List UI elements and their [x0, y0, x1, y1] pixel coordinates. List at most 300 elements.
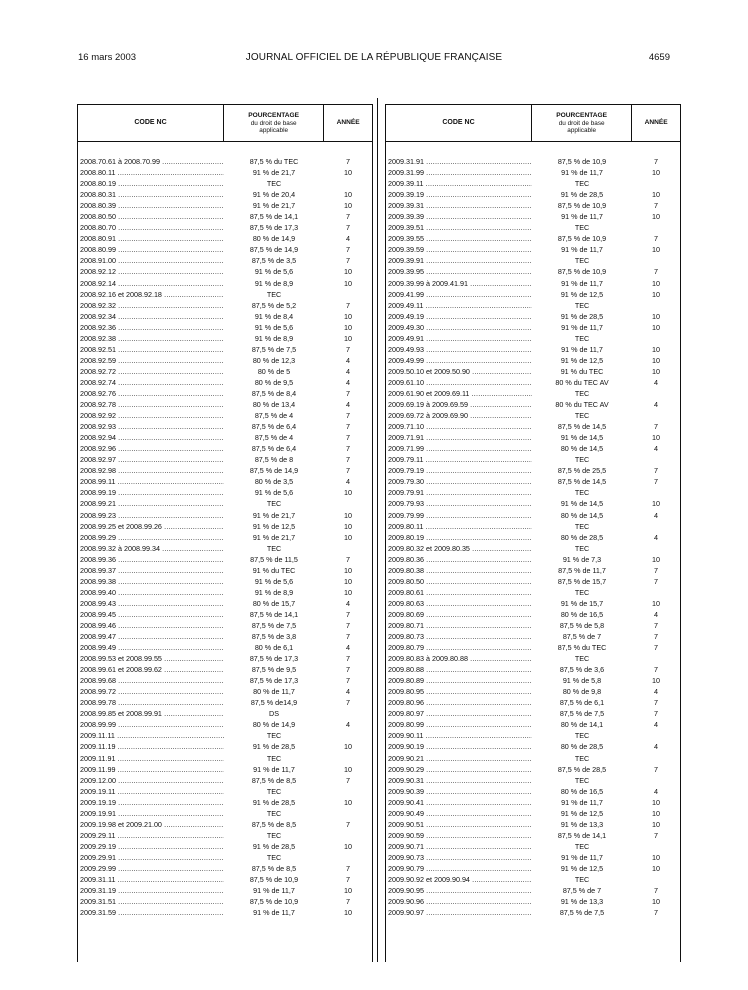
code-cell: 2009.80.71 .....: [386, 620, 532, 631]
year-cell: 7: [654, 267, 658, 277]
year-cell: [324, 708, 372, 719]
code-cell: 2009.80.89 .....: [386, 675, 532, 686]
pct-cell: 80 % de 16,5: [560, 609, 604, 619]
pct-cell: 87,5 % de 8: [254, 455, 294, 465]
code-cell: 2009.80.19 .....: [386, 532, 532, 543]
code-cell: 2009.41.99 .....: [386, 289, 532, 300]
year-cell: 10: [344, 886, 352, 896]
code-cell: 2009.90.71 .....: [386, 841, 532, 852]
year-cell: 10: [344, 841, 352, 851]
year-cell: 10: [652, 355, 660, 365]
table-row: [386, 432, 680, 443]
pct-cell: 80 % de 14,5: [560, 510, 604, 520]
table-row: [78, 797, 372, 808]
year-cell: [632, 874, 680, 885]
table-row: [386, 388, 680, 399]
year-cell: 7: [346, 433, 350, 443]
code-cell: 2009.71.10 .....: [386, 421, 532, 432]
table-row: [78, 675, 372, 686]
header-date: 16 mars 2003: [78, 52, 137, 63]
year-cell: 7: [346, 223, 350, 233]
code-cell: 2008.92.74 .....: [78, 377, 224, 388]
table-row: [78, 686, 372, 697]
year-cell: 10: [652, 554, 660, 564]
code-cell: 2008.80.99 .....: [78, 244, 224, 255]
year-cell: [632, 653, 680, 664]
pct-cell: 91 % de 8,9: [254, 587, 294, 597]
table-row: [386, 178, 680, 189]
code-cell: 2008.99.61 et 2008.99.62 .....: [78, 664, 224, 675]
year-cell: [632, 487, 680, 498]
header-pct-main: POURCENTAGE: [556, 112, 608, 120]
code-cell: 2008.99.99 .....: [78, 719, 224, 730]
table-row: [78, 565, 372, 576]
code-cell: 2008.92.93 .....: [78, 421, 224, 432]
pct-cell: 87,5 % de 4: [254, 433, 294, 443]
year-cell: 7: [346, 698, 350, 708]
header-annee: ANNÉE: [644, 119, 668, 127]
table-row: [78, 653, 372, 664]
pct-cell: 91 % de 21,7: [252, 201, 296, 211]
year-cell: 7: [346, 300, 350, 310]
code-cell: 2008.99.19 .....: [78, 487, 224, 498]
pct-cell: 91 % de 28,5: [252, 742, 296, 752]
pct-cell: 87,5 % de 25,5: [557, 466, 607, 476]
pct-cell: 91 % de 11,7: [561, 212, 603, 222]
code-cell: 2009.49.99 .....: [386, 355, 532, 366]
table-row: [386, 896, 680, 907]
year-cell: [632, 300, 680, 311]
pct-cell: 87,5 % de 7,5: [251, 344, 297, 354]
header-pct-main: POURCENTAGE: [248, 112, 300, 120]
year-cell: 10: [344, 532, 352, 542]
year-cell: 7: [346, 864, 350, 873]
pct-cell: 80 % de 5: [257, 366, 291, 376]
table-row: [386, 741, 680, 752]
table-row: [386, 322, 680, 333]
table-row: [78, 432, 372, 443]
code-cell: 2009.90.29 .....: [386, 764, 532, 775]
year-cell: 7: [654, 576, 658, 586]
pct-cell: TEC: [266, 786, 282, 796]
pct-cell: 87,5 % de 14,5: [557, 422, 607, 432]
table-row: [78, 598, 372, 609]
year-cell: 7: [346, 344, 350, 354]
year-cell: [324, 830, 372, 841]
code-cell: 2009.80.11 .....: [386, 521, 532, 532]
code-cell: 2009.31.51 .....: [78, 896, 224, 907]
table-row: [386, 366, 680, 377]
code-cell: 2009.39.55 .....: [386, 233, 532, 244]
code-cell: 2009.80.38 .....: [386, 565, 532, 576]
year-cell: 10: [344, 267, 352, 277]
table-row: [386, 211, 680, 222]
pct-cell: 87,5 % de 4: [254, 411, 294, 421]
year-cell: 4: [346, 234, 350, 244]
table-row: [386, 686, 680, 697]
code-cell: 2008.92.72 .....: [78, 366, 224, 377]
code-cell: 2008.99.43 .....: [78, 598, 224, 609]
pct-cell: TEC: [266, 830, 282, 840]
code-cell: 2009.90.51 .....: [386, 819, 532, 830]
table-row: [78, 167, 372, 178]
table-row: [78, 741, 372, 752]
pct-cell: 87,5 % de 14,1: [249, 609, 299, 619]
header-pct-sub1: du droit de base: [558, 119, 605, 127]
year-cell: 10: [652, 212, 660, 222]
code-cell: 2008.80.11 .....: [78, 167, 224, 178]
table-row: [78, 311, 372, 322]
pct-cell: 87,5 % de 8,5: [251, 775, 297, 785]
table-row: [78, 465, 372, 476]
pct-cell: 80 % de 3,5: [254, 477, 294, 487]
table-row: [386, 487, 680, 498]
table-row: [78, 498, 372, 509]
year-cell: [632, 333, 680, 344]
year-cell: 10: [344, 510, 352, 520]
column-divider: [377, 98, 378, 962]
pct-cell: TEC: [574, 521, 590, 531]
pct-cell: 87,5 % de 10,9: [557, 234, 607, 244]
pct-cell: 91 % de 8,9: [254, 278, 294, 288]
table-row: [386, 244, 680, 255]
year-cell: 4: [654, 444, 658, 454]
pct-cell: TEC: [574, 753, 590, 763]
table-row: [78, 510, 372, 521]
year-cell: [632, 255, 680, 266]
year-cell: [324, 852, 372, 863]
code-cell: 2009.90.21 .....: [386, 753, 532, 764]
year-cell: 4: [654, 609, 658, 619]
table-row: [78, 244, 372, 255]
table-row: [386, 874, 680, 885]
pct-cell: TEC: [574, 455, 590, 465]
year-cell: 7: [654, 201, 658, 211]
pct-cell: 87,5 % du TEC: [557, 643, 607, 653]
table-row: [78, 808, 372, 819]
code-cell: 2008.92.36 .....: [78, 322, 224, 333]
year-cell: [324, 730, 372, 741]
code-cell: 2009.90.92 et 2009.90.94 .....: [386, 874, 532, 885]
table-row: [386, 697, 680, 708]
code-cell: 2008.99.53 et 2008.99.55 .....: [78, 653, 224, 664]
table-row: [386, 775, 680, 786]
table-row: [78, 377, 372, 388]
year-cell: 10: [652, 289, 660, 299]
year-cell: 4: [346, 355, 350, 365]
code-cell: 2008.92.34 .....: [78, 311, 224, 322]
year-cell: 4: [346, 400, 350, 410]
table-row: [386, 311, 680, 322]
code-cell: 2009.19.91 .....: [78, 808, 224, 819]
page-number: 4659: [648, 52, 670, 63]
table-row: [386, 708, 680, 719]
year-cell: 10: [344, 521, 352, 531]
year-cell: 10: [652, 322, 660, 332]
code-cell: 2009.29.91 .....: [78, 852, 224, 863]
pct-cell: 80 % de 14,1: [560, 720, 604, 730]
table-row: [386, 222, 680, 233]
code-cell: 2009.79.93 .....: [386, 498, 532, 509]
table-row: [386, 255, 680, 266]
header-pct-sub1: du droit de base: [250, 119, 297, 127]
table-header: [386, 104, 680, 142]
code-cell: 2009.80.63 .....: [386, 598, 532, 609]
code-cell: 2008.99.23 .....: [78, 510, 224, 521]
pct-cell: 87,5 % de 5,2: [251, 300, 297, 310]
pct-cell: 80 % de 13,4: [252, 400, 296, 410]
year-cell: 7: [654, 234, 658, 244]
code-cell: 2009.39.99 à 2009.41.91 .....: [386, 278, 532, 289]
table-row: [78, 587, 372, 598]
pct-cell: DS: [269, 709, 279, 719]
table-row: [78, 719, 372, 730]
code-cell: 2008.92.78 .....: [78, 399, 224, 410]
table-row: [78, 521, 372, 532]
table-row: [386, 863, 680, 874]
pct-cell: 87,5 % de 10,9: [557, 267, 607, 277]
table-row: [78, 841, 372, 852]
code-cell: 2009.19.98 et 2009.21.00 .....: [78, 819, 224, 830]
table-row: [386, 510, 680, 521]
pct-cell: 91 % de 13,3: [560, 819, 604, 829]
code-cell: 2009.90.11 .....: [386, 730, 532, 741]
table-row: [386, 289, 680, 300]
year-cell: 7: [654, 422, 658, 432]
pct-cell: 80 % de 14,5: [560, 444, 604, 454]
year-cell: [324, 178, 372, 189]
code-cell: 2008.99.72 .....: [78, 686, 224, 697]
year-cell: 7: [346, 455, 350, 465]
table-row: [386, 576, 680, 587]
pct-cell: TEC: [574, 411, 590, 421]
pct-cell: 87,5 % de 10,9: [557, 201, 607, 211]
code-cell: 2008.91.00 .....: [78, 255, 224, 266]
table-row: [78, 764, 372, 775]
table-row: [386, 565, 680, 576]
year-cell: 10: [344, 908, 352, 918]
year-cell: [324, 786, 372, 797]
year-cell: [324, 808, 372, 819]
table-row: [78, 222, 372, 233]
code-cell: 2009.31.59 .....: [78, 907, 224, 918]
table-row: [386, 498, 680, 509]
table-row: [78, 907, 372, 918]
year-cell: 7: [654, 764, 658, 774]
table-row: [78, 289, 372, 300]
year-cell: 7: [346, 422, 350, 432]
code-cell: 2008.99.68 .....: [78, 675, 224, 686]
code-cell: 2009.90.31 .....: [386, 775, 532, 786]
table-row: [386, 675, 680, 686]
code-cell: 2009.90.19 .....: [386, 741, 532, 752]
pct-cell: 80 % du TEC AV: [555, 400, 609, 410]
table-row: [78, 189, 372, 200]
year-cell: 10: [652, 344, 660, 354]
code-cell: 2009.31.11 .....: [78, 874, 224, 885]
table-row: [78, 200, 372, 211]
pct-cell: 91 % de 11,7: [561, 278, 603, 288]
year-cell: [632, 521, 680, 532]
year-cell: 7: [654, 665, 658, 675]
pct-cell: 87,5 % de 6,4: [251, 422, 297, 432]
table-row: [386, 808, 680, 819]
year-cell: 4: [346, 377, 350, 387]
pct-cell: 91 % de 8,9: [254, 333, 294, 343]
table-row: [78, 753, 372, 764]
table-row: [78, 388, 372, 399]
year-cell: 4: [654, 377, 658, 387]
code-cell: 2008.92.16 et 2008.92.18 .....: [78, 289, 224, 300]
table-row: [386, 830, 680, 841]
code-cell: 2009.39.19 .....: [386, 189, 532, 200]
year-cell: 7: [346, 676, 350, 686]
year-cell: 4: [654, 786, 658, 796]
code-cell: 2009.71.99 .....: [386, 443, 532, 454]
year-cell: 7: [346, 444, 350, 454]
pct-cell: 87,5 % de 7,5: [251, 620, 297, 630]
code-cell: 2009.90.39 .....: [386, 786, 532, 797]
code-cell: 2009.80.79 .....: [386, 642, 532, 653]
pct-cell: 80 % de 12,3: [252, 355, 296, 365]
code-cell: 2009.39.51 .....: [386, 222, 532, 233]
pct-cell: 91 % de 12,5: [560, 808, 604, 818]
year-cell: [324, 753, 372, 764]
code-cell: 2009.39.39 .....: [386, 211, 532, 222]
code-cell: 2009.80.36 .....: [386, 554, 532, 565]
table-row: [78, 178, 372, 189]
pct-cell: 80 % de 28,5: [560, 742, 604, 752]
table-row: [386, 399, 680, 410]
code-cell: 2009.39.91 .....: [386, 255, 532, 266]
code-cell: 2009.80.50 .....: [386, 576, 532, 587]
year-cell: 10: [652, 311, 660, 321]
year-cell: 4: [346, 366, 350, 376]
code-cell: 2009.39.31 .....: [386, 200, 532, 211]
year-cell: 10: [344, 333, 352, 343]
table-row: [386, 907, 680, 918]
code-cell: 2009.90.97 .....: [386, 907, 532, 918]
code-cell: 2008.92.14 .....: [78, 278, 224, 289]
pct-cell: 80 % de 9,8: [562, 687, 602, 697]
pct-cell: 80 % de 14,9: [252, 720, 296, 730]
table-row: [386, 653, 680, 664]
pct-cell: 87,5 % de 8,5: [251, 819, 297, 829]
table-row: [386, 753, 680, 764]
table-row: [386, 609, 680, 620]
pct-cell: 91 % de 21,7: [252, 168, 296, 178]
code-cell: 2009.11.11 .....: [78, 730, 224, 741]
pct-cell: 87,5 % de 14,1: [557, 830, 607, 840]
pct-cell: TEC: [266, 179, 282, 189]
code-cell: 2008.99.78 .....: [78, 697, 224, 708]
table-row: [78, 211, 372, 222]
table-row: [386, 730, 680, 741]
code-cell: 2009.29.99 .....: [78, 863, 224, 874]
code-cell: 2009.19.11 .....: [78, 786, 224, 797]
pct-cell: TEC: [574, 875, 590, 885]
code-cell: 2008.92.92 .....: [78, 410, 224, 421]
pct-cell: 80 % de 11,7: [253, 687, 295, 697]
table-row: [78, 642, 372, 653]
right-rows: [386, 142, 680, 918]
year-cell: [632, 454, 680, 465]
table-row: [78, 554, 372, 565]
pct-cell: 91 % de 20,4: [252, 190, 296, 200]
code-cell: 2009.49.30 .....: [386, 322, 532, 333]
table-row: [386, 631, 680, 642]
table-row: [78, 344, 372, 355]
pct-cell: 80 % de 6,1: [254, 643, 294, 653]
code-cell: 2009.61.10 .....: [386, 377, 532, 388]
code-cell: 2008.80.70 .....: [78, 222, 224, 233]
table-row: [386, 841, 680, 852]
code-cell: 2009.31.19 .....: [78, 885, 224, 896]
code-cell: 2009.79.30 .....: [386, 476, 532, 487]
pct-cell: TEC: [266, 543, 282, 553]
table-row: [78, 664, 372, 675]
year-cell: [632, 543, 680, 554]
code-cell: 2009.79.11 .....: [386, 454, 532, 465]
pct-cell: 87,5 % de 14,9: [249, 245, 299, 255]
pct-cell: 87,5 % de 17,3: [249, 654, 299, 664]
year-cell: 7: [346, 819, 350, 829]
year-cell: 7: [346, 466, 350, 476]
table-row: [386, 587, 680, 598]
table-row: [78, 278, 372, 289]
code-cell: 2009.31.99 .....: [386, 167, 532, 178]
table-row: [78, 366, 372, 377]
year-cell: 4: [654, 720, 658, 730]
year-cell: 7: [346, 388, 350, 398]
pct-cell: 91 % de 5,6: [254, 488, 294, 498]
pct-cell: 87,5 % de 3,5: [251, 256, 297, 266]
code-cell: 2008.80.31 .....: [78, 189, 224, 200]
table-header: [78, 104, 372, 142]
code-cell: 2008.99.21 .....: [78, 498, 224, 509]
pct-cell: 87,5 % de 7,5: [559, 709, 605, 719]
table-row: [386, 410, 680, 421]
journal-title: JOURNAL OFFICIEL DE LA RÉPUBLIQUE FRANÇAISE: [245, 52, 503, 63]
table-row: [78, 543, 372, 554]
pct-cell: 91 % de 5,6: [254, 267, 294, 277]
year-cell: 4: [654, 510, 658, 520]
table-row: [386, 200, 680, 211]
pct-cell: TEC: [574, 841, 590, 851]
year-cell: [632, 587, 680, 598]
table-row: [386, 377, 680, 388]
code-cell: 2008.99.11 .....: [78, 476, 224, 487]
table-row: [386, 167, 680, 178]
year-cell: 10: [344, 587, 352, 597]
year-cell: 7: [346, 897, 350, 907]
table-row: [78, 333, 372, 344]
pct-cell: 91 % de 28,5: [252, 797, 296, 807]
table-row: [78, 863, 372, 874]
table-row: [78, 355, 372, 366]
table-row: [78, 476, 372, 487]
pct-cell: 91 % de 13,3: [560, 897, 604, 907]
code-cell: 2009.39.59 .....: [386, 244, 532, 255]
table-row: [78, 730, 372, 741]
table-row: [78, 885, 372, 896]
year-cell: 10: [652, 797, 660, 807]
year-cell: 10: [652, 598, 660, 608]
year-cell: 10: [344, 797, 352, 807]
header-code-nc: CODE NC: [78, 105, 224, 141]
year-cell: 10: [652, 864, 660, 873]
code-cell: 2008.70.61 à 2008.70.99 .....: [78, 156, 224, 167]
